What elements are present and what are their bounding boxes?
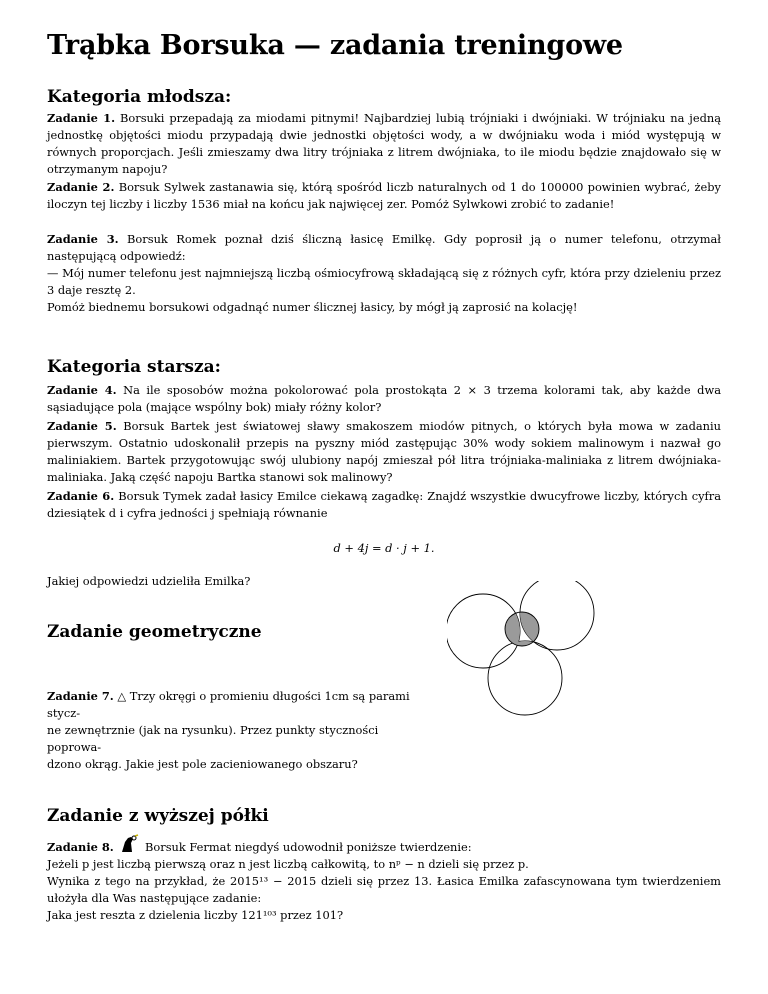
- task-4-text: Na ile sposobów można pokolorować pola prostokąta 2 × 3 trzema kolorami tak, aby każde dwa sąsiadujące pola (mające wspólny bok) miały różny kolor?: [47, 383, 721, 414]
- task-3-text: Borsuk Romek poznał dziś śliczną łasicę Emilkę. Gdy poprosił ją o numer telefonu, otrzymał następującą odpowiedź:: [47, 232, 721, 263]
- task-4: [47, 382, 721, 416]
- task-2-text: Borsuk Sylwek zastanawia się, którą spośród liczb naturalnych od 1 do 100000 powinien wybrać, żeby iloczyn tej liczby i liczby 1536 miał na końcu jak najwięcej zer. Pomóż Sylwkowi zrobić to zadanie!: [47, 180, 721, 211]
- document-title: Trąbka Borsuka — zadania treningowe: [47, 30, 623, 61]
- task-8: [47, 834, 721, 924]
- shaded-region: [447, 581, 594, 715]
- badger-icon: [119, 834, 139, 854]
- task-1: [47, 110, 721, 178]
- section-heading-mlodsza: Kategoria młodsza:: [47, 87, 232, 107]
- task-6-text: Borsuk Tymek zadał łasicy Emilce ciekawą zagadkę: Znajdź wszystkie dwucyfrowe liczby, których cyfra dziesiątek d i cyfra jedności j spełniają równanie: [47, 489, 721, 520]
- task-6: [47, 488, 721, 522]
- task-6-equation: d + 4j = d · j + 1.: [333, 541, 435, 555]
- task-5: [47, 418, 721, 486]
- section-heading-geometryczne: Zadanie geometryczne: [47, 622, 262, 642]
- task-2: [47, 179, 721, 213]
- task-3-quote: — Mój numer telefonu jest najmniejszą liczbą ośmiocyfrową składającą się z różnych cyfr, która przy dzieleniu przez 3 daje resztę 2.: [47, 266, 721, 297]
- circle-bottom: [488, 641, 562, 715]
- task-8-text: Borsuk Fermat niegdyś udowodnił poniższe twierdzenie:: [145, 840, 472, 854]
- task-7-label: Zadanie 7.: [47, 689, 114, 703]
- three-circles-figure: [447, 581, 617, 717]
- task-8-theorem: Jeżeli p jest liczbą pierwszą oraz n jest liczbą całkowitą, to nᵖ − n dzieli się przez p.: [47, 857, 529, 871]
- task-8-question: Jaka jest reszta z dzielenia liczby 121¹⁰³ przez 101?: [47, 908, 344, 922]
- section-heading-wyzsza-polka: Zadanie z wyższej półki: [47, 806, 269, 826]
- task-8-example: Wynika z tego na przykład, że 2015¹³ − 2015 dzieli się przez 13. Łasica Emilka zafascynowana tym twierdzeniem ułożyła dla Was następujące zadanie:: [47, 874, 721, 905]
- task-4-label: Zadanie 4.: [47, 383, 117, 397]
- task-3-closing: Pomóż biednemu borsukowi odgadnąć numer ślicznej łasicy, by mógł ją zaprosić na kolację!: [47, 300, 578, 314]
- task-8-label: Zadanie 8.: [47, 840, 114, 854]
- task-6-label: Zadanie 6.: [47, 489, 115, 503]
- task-5-text: Borsuk Bartek jest światowej sławy smakoszem miodów pitnych, o których była mowa w zadaniu pierwszym. Ostatnio udoskonalił przepis na pyszny miód zastępując 30% wody sokiem malinowym i nazwał go maliniakiem. Bartek przygotowując swój ulubiony napój zmieszał pół litra trójniaka-maliniaka z litrem dwójniaka-maliniaka. Jaką część napoju Bartka stanowi sok malinowy?: [47, 419, 721, 484]
- task-7-line3: dzono okrąg. Jakie jest pole zacieniowanego obszaru?: [47, 757, 358, 771]
- task-7-line1: Trzy okręgi o promieniu długości 1cm są parami stycz-: [47, 689, 410, 720]
- task-7-line2: ne zewnętrznie (jak na rysunku). Przez punkty styczności poprowa-: [47, 723, 379, 754]
- task-7: [47, 688, 427, 773]
- triangle-icon: △: [117, 689, 127, 703]
- section-heading-starsza: Kategoria starsza:: [47, 357, 221, 377]
- task-3: [47, 231, 721, 316]
- task-1-text: Borsuki przepadają za miodami pitnymi! Najbardziej lubią trójniaki i dwójniaki. W trójniaku na jedną jednostkę objętości miodu przypadają dwie jednostki objętości wody, a w dwójniaku woda i miód występują w równych proporcjach. Jeśli zmieszamy dwa litry trójniaka z litrem dwójniaka, to ile miodu będzie znajdowało się w otrzymanym napoju?: [47, 111, 721, 176]
- task-1-label: Zadanie 1.: [47, 111, 116, 125]
- task-2-label: Zadanie 2.: [47, 180, 115, 194]
- task-3-label: Zadanie 3.: [47, 232, 119, 246]
- task-5-label: Zadanie 5.: [47, 419, 117, 433]
- task-6-closing: Jakiej odpowiedzi udzieliła Emilka?: [47, 574, 251, 588]
